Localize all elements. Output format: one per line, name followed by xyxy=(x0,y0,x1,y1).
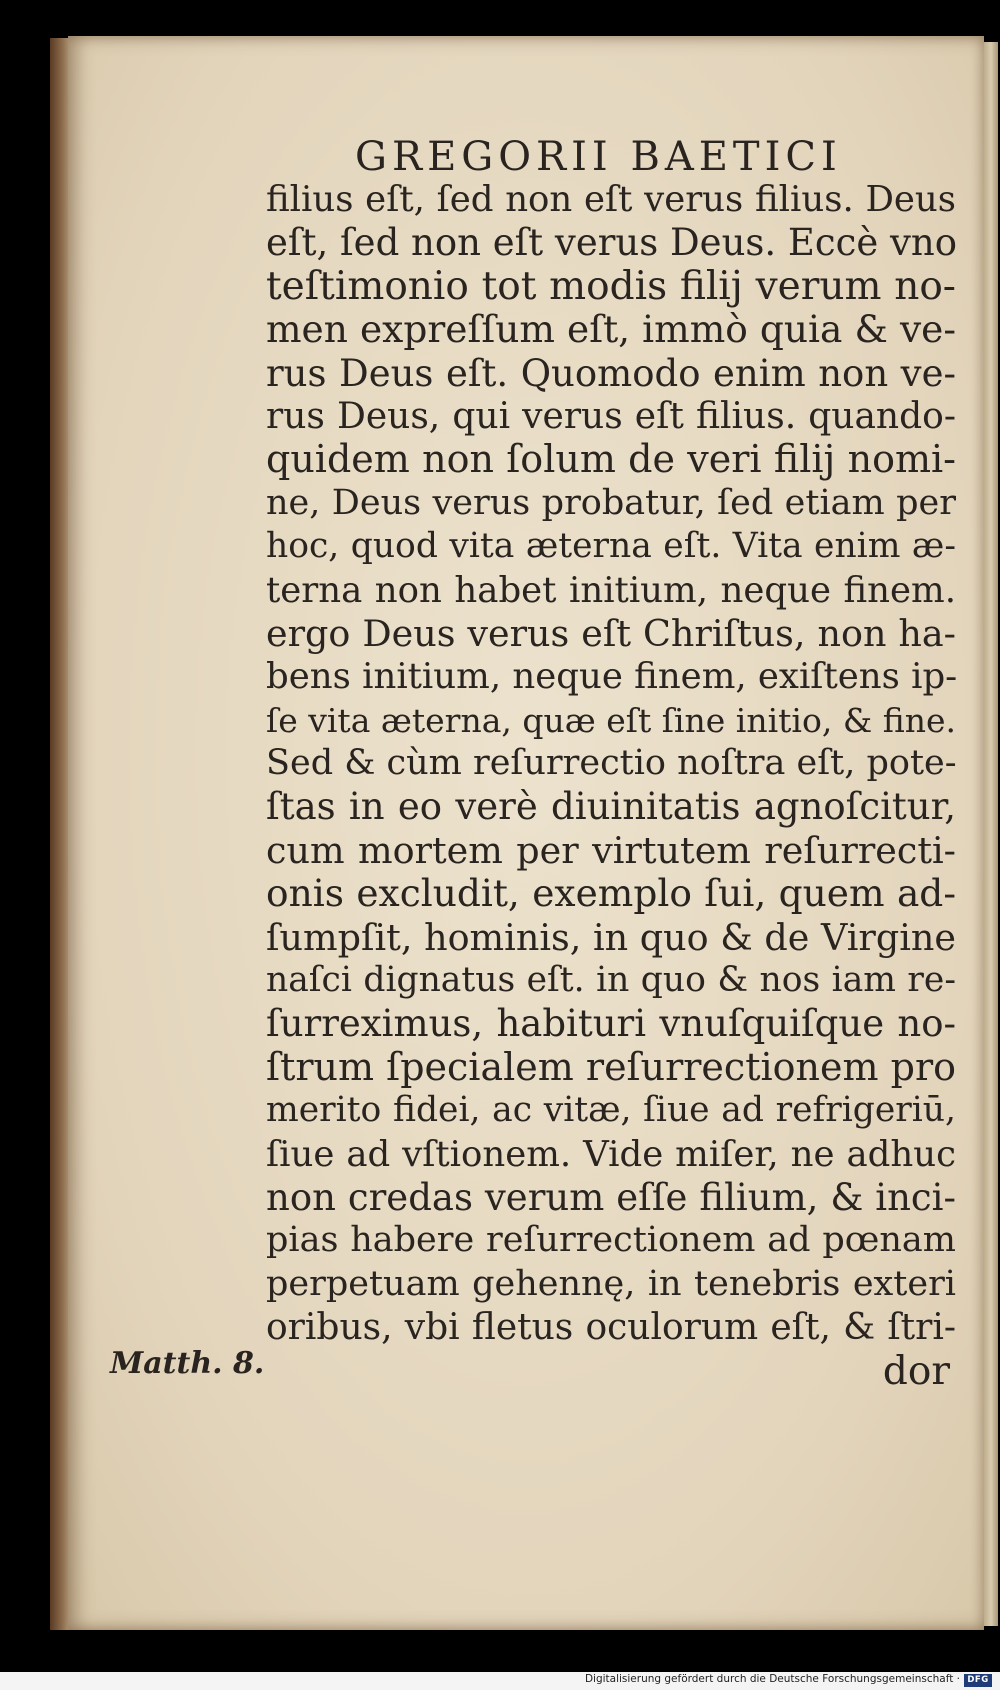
text-line: ſiue ad vſtionem. Vide miſer, ne adhuc xyxy=(266,1133,956,1175)
text-line: ſumpſit, hominis, in quo & de Virgine xyxy=(266,915,956,959)
digitization-credit: Digitalisierung gefördert durch die Deutsche Forschungsgemeinschaft · xyxy=(584,1673,960,1685)
text-line: ſe vita æterna, quæ eſt ſine initio, & fine. xyxy=(266,700,956,740)
dfg-logo: DFG xyxy=(964,1674,992,1687)
text-line: rus Deus eſt. Quomodo enim non ve- xyxy=(266,351,956,395)
text-line: onis excludit, exemplo ſui, quem ad- xyxy=(266,871,956,916)
text-line: ſtas in eo verè diuinitatis agnoſcitur, xyxy=(266,785,956,829)
text-line: oribus, vbi fletus oculorum eſt, & ſtri- xyxy=(266,1307,956,1349)
text-line: ſtrum ſpecialem reſurrectionem pro xyxy=(266,1044,956,1089)
text-line: cum mortem per virtutem reſurrecti- xyxy=(266,828,956,872)
text-line: merito fidei, ac vitæ, ſiue ad refrigeriū, xyxy=(266,1090,956,1131)
text-line: filius eſt, ſed non eſt verus filius. Deus xyxy=(266,179,956,220)
text-line: perpetuam gehennę, in tenebris exteri xyxy=(266,1263,956,1304)
marginal-note: Matth. 8. xyxy=(110,1346,265,1381)
body-text xyxy=(266,178,956,1393)
text-line: Sed & cùm reſurrectio noſtra eſt, pote- xyxy=(266,743,957,784)
text-line: rus Deus, qui verus eſt filius. quando- xyxy=(266,395,956,437)
text-line: eſt, ſed non eſt verus Deus. Eccè vno xyxy=(266,221,958,265)
text-line: ne, Deus verus probatur, ſed etiam per xyxy=(266,482,956,523)
text-line: ſurreximus, habituri vnuſquiſque no- xyxy=(266,1002,956,1046)
text-line: men expreſſum eſt, immò quia & ve- xyxy=(266,307,956,352)
text-line: hoc, quod vita æterna eſt. Vita enim æ- xyxy=(266,526,956,567)
text-line: teſtimonio tot modis filij verum no- xyxy=(266,263,956,309)
text-line: naſci dignatus eſt. in quo & nos iam re- xyxy=(266,960,956,1001)
page-fore-edge xyxy=(984,42,998,1626)
running-head: GREGORII BAETICI xyxy=(355,134,842,180)
text-line: bens initium, neque finem, exiſtens ip- xyxy=(266,656,958,698)
text-line: non credas verum eſſe filium, & inci- xyxy=(266,1175,956,1219)
text-line: pias habere reſurrectionem ad pœnam xyxy=(266,1220,956,1261)
text-line: quidem non ſolum de veri filij nomi- xyxy=(266,437,956,482)
text-line: terna non habet initium, neque finem. xyxy=(266,569,956,611)
text-line: ergo Deus verus eſt Chriſtus, non ha- xyxy=(266,611,956,655)
catchword: dor xyxy=(882,1348,950,1394)
